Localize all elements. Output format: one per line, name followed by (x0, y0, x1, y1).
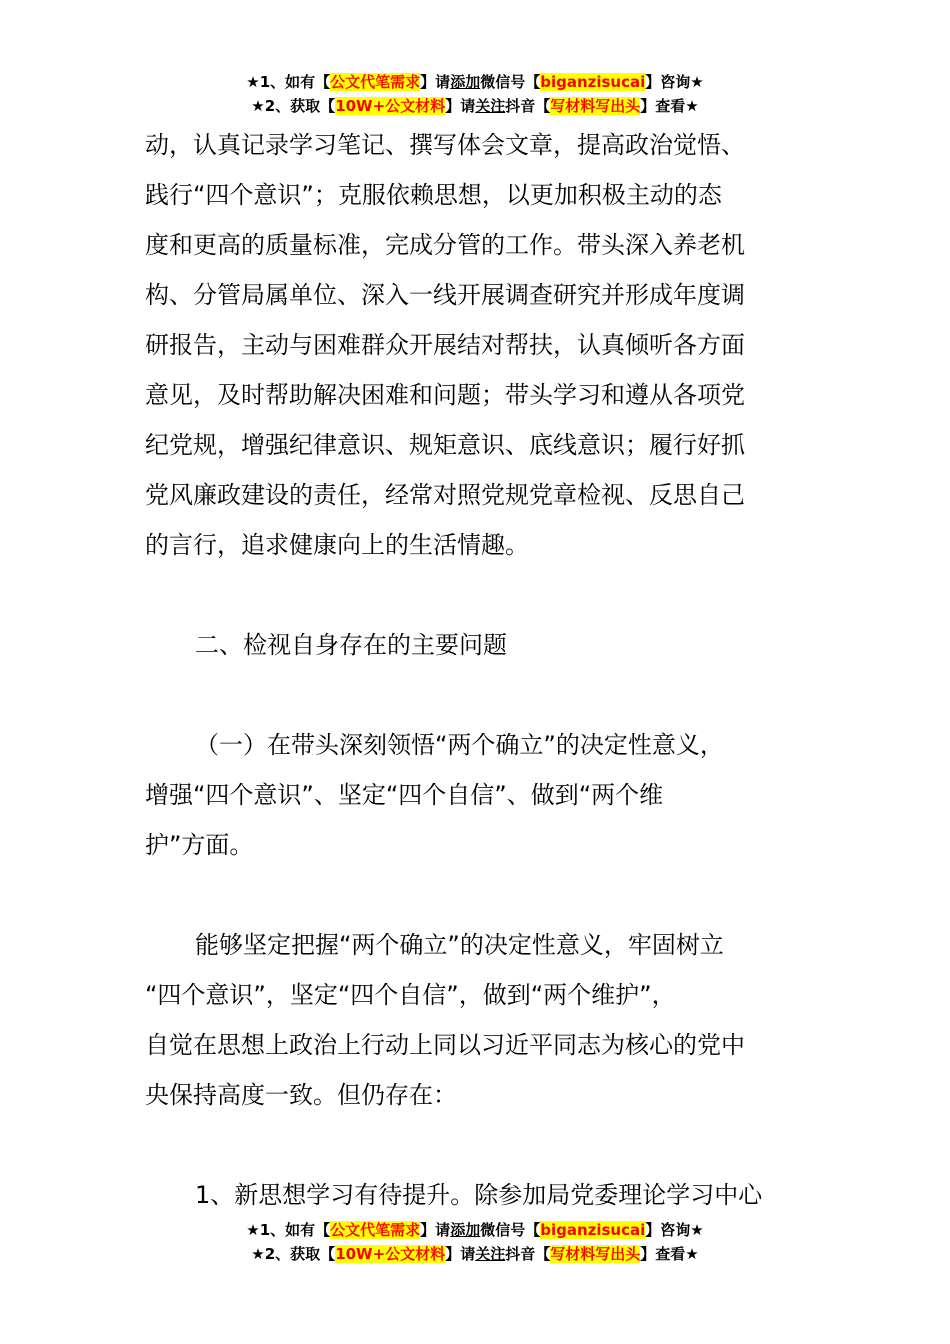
banner-text: 微信号【 (480, 73, 541, 91)
banner-text: ★2、获取【 (251, 1245, 336, 1263)
body-line: 的言行，追求健康向上的生活情趣。 (145, 531, 529, 559)
banner-text: 】请 (445, 97, 476, 115)
body-line: 党风廉政建设的责任，经常对照党规党章检视、反思自己 (145, 481, 745, 509)
banner-underlined: 添加 (450, 73, 481, 91)
banner-text: 】查看★ (640, 1245, 699, 1263)
top-banner-line-1 (0, 71, 950, 94)
banner-text: 抖音【 (505, 1245, 551, 1263)
body-line: 构、分管局属单位、深入一线开展调查研究并形成年度调 (145, 281, 745, 309)
banner-text: ★1、如有【 (246, 1221, 331, 1239)
paragraph-start: 能够坚定把握“两个确立”的决定性意义，牢固树立 (195, 931, 724, 959)
bottom-banner-line-2 (0, 1243, 950, 1266)
subsection-heading: （一）在带头深刻领悟“两个确立”的决定性意义， (195, 731, 724, 759)
banner-underlined: 关注 (475, 97, 506, 115)
banner-text: 】请 (445, 1245, 476, 1263)
body-line: 践行“四个意识”；克服依赖思想，以更加积极主动的态 (145, 181, 722, 209)
banner-highlight: 公文代笔需求 (330, 1221, 421, 1239)
top-banner-line-2 (0, 95, 950, 118)
body-line: 央保持高度一致。但仍存在： (145, 1081, 457, 1109)
banner-wechat-id: biganzisucai (540, 73, 646, 91)
subsection-heading-cont: 增强“四个意识”、坚定“四个自信”、做到“两个维 (145, 781, 664, 809)
banner-highlight: 10W+公文材料 (335, 1245, 446, 1263)
banner-underlined: 添加 (450, 1221, 481, 1239)
banner-text: 微信号【 (480, 1221, 541, 1239)
body-line: 纪党规，增强纪律意识、规矩意识、底线意识；履行好抓 (145, 431, 745, 459)
section-heading: 二、检视自身存在的主要问题 (195, 631, 507, 659)
banner-highlight: 公文代笔需求 (330, 73, 421, 91)
banner-text: 】咨询★ (645, 1221, 704, 1239)
banner-text: 抖音【 (505, 97, 551, 115)
banner-text: 】请 (420, 1221, 451, 1239)
banner-text: 】咨询★ (645, 73, 704, 91)
subsection-heading-cont: 护”方面。 (145, 831, 254, 859)
banner-wechat-id: biganzisucai (540, 1221, 646, 1239)
banner-highlight: 写材料写出头 (550, 97, 641, 115)
banner-highlight: 10W+公文材料 (335, 97, 446, 115)
body-line: 度和更高的质量标准，完成分管的工作。带头深入养老机 (145, 231, 745, 259)
body-line: 自觉在思想上政治上行动上同以习近平同志为核心的党中 (145, 1031, 745, 1059)
body-line: 意见，及时帮助解决困难和问题；带头学习和遵从各项党 (145, 381, 745, 409)
banner-text: ★1、如有【 (246, 73, 331, 91)
document-body (145, 120, 810, 1220)
body-line: “四个意识”，坚定“四个自信”，做到“两个维护”， (145, 981, 676, 1009)
banner-highlight: 写材料写出头 (550, 1245, 641, 1263)
bottom-banner-line-1 (0, 1219, 950, 1242)
banner-text: 】请 (420, 73, 451, 91)
banner-text: ★2、获取【 (251, 97, 336, 115)
banner-underlined: 关注 (475, 1245, 506, 1263)
banner-text: 】查看★ (640, 97, 699, 115)
body-line: 研报告，主动与困难群众开展结对帮扶，认真倾听各方面 (145, 331, 745, 359)
body-line: 动，认真记录学习笔记、撰写体会文章，提高政治觉悟、 (145, 131, 745, 159)
list-item-heading: 1、新思想学习有待提升。除参加局党委理论学习中心 (195, 1181, 763, 1209)
